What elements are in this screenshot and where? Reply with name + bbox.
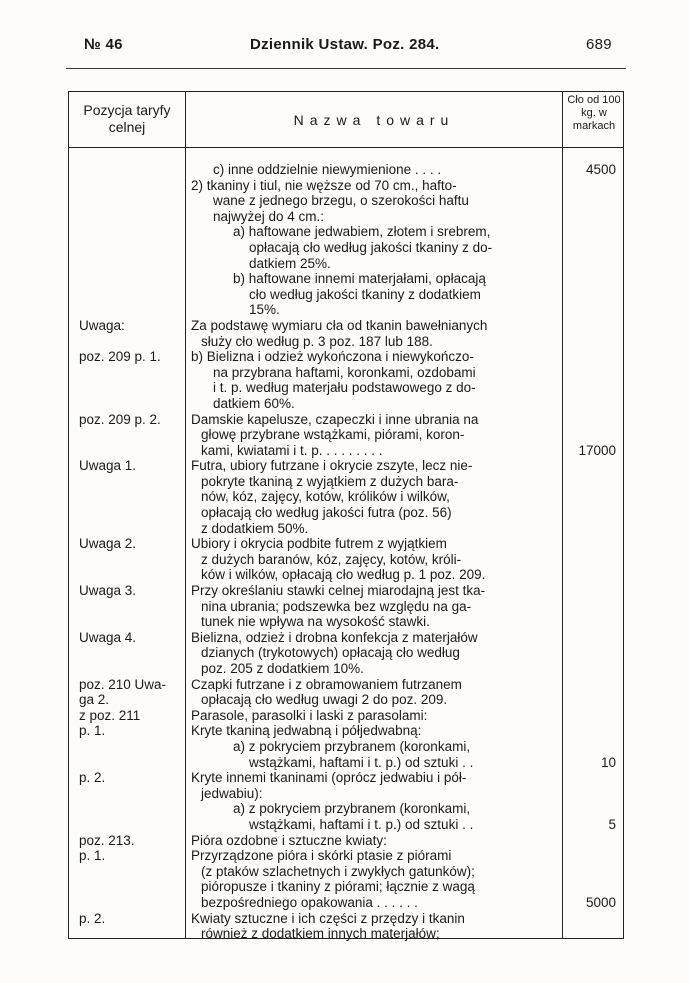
table-row <box>69 848 625 864</box>
goods-name-cell: (z ptaków szlachetnych i zwykłych gatunków); <box>201 863 475 879</box>
table-body <box>69 162 625 942</box>
table-row <box>69 833 625 849</box>
table-row <box>69 677 625 693</box>
tariff-position-cell: poz. 209 p. 1. <box>79 349 161 365</box>
table-row <box>69 334 625 350</box>
goods-name-cell: nina ubrania; podszewka bez względu na ga- <box>201 598 472 614</box>
table-row <box>69 178 625 194</box>
goods-name-cell: wstążkami, haftami i t. p.) od sztuki . . <box>249 816 474 832</box>
table-row <box>69 739 625 755</box>
table-row <box>69 349 625 365</box>
table-row <box>69 302 625 318</box>
table-row <box>69 536 625 552</box>
header-rule <box>66 68 626 69</box>
goods-name-cell: i t. p. według materjału podstawowego z do- <box>213 380 476 396</box>
goods-name-cell: Za podstawę wymiaru cła od tkanin bawełnianych <box>191 317 488 333</box>
table-row <box>69 770 625 786</box>
goods-name-cell: tunek nie wpływa na wysokość stawki. <box>201 614 430 630</box>
goods-name-cell: dzianych (trykotowych) opłacają cło według <box>201 645 460 661</box>
goods-name-cell: Ubiory i okrycia podbite futrem z wyjątkiem <box>191 536 447 552</box>
table-row <box>69 443 625 459</box>
goods-name-cell: pokryte tkaniną z wyjątkiem z dużych bara- <box>201 473 459 489</box>
goods-name-cell: a) z pokryciem przybranem (koronkami, <box>233 738 471 754</box>
table-row <box>69 692 625 708</box>
table-row <box>69 256 625 272</box>
goods-name-cell: 15%. <box>249 302 280 318</box>
table-row <box>69 521 625 537</box>
goods-name-cell: Przyrządzone pióra i skórki ptasie z piórami <box>191 848 452 864</box>
table-row <box>69 162 625 178</box>
goods-name-cell: pióropusze i tkaniny z piórami; łącznie z wagą <box>201 879 475 895</box>
tariff-position-cell: z poz. 211 <box>79 707 141 723</box>
issue-number: № 46 <box>84 36 123 53</box>
table-row <box>69 817 625 833</box>
header-divider <box>69 147 623 148</box>
goods-name-cell: bezpośredniego opakowania . . . . . . <box>201 894 418 910</box>
table-row <box>69 287 625 303</box>
goods-name-cell: jedwabiu): <box>201 785 263 801</box>
goods-name-cell: b) Bielizna i odzież wykończona i niewykończo- <box>191 349 474 365</box>
table-row <box>69 489 625 505</box>
goods-name-cell: wane z jednego brzegu, o szerokości haftu <box>213 193 469 209</box>
goods-name-cell: Kryte innemi tkaninami (oprócz jedwabiu i pół- <box>191 770 467 786</box>
table-row <box>69 911 625 927</box>
table-row <box>69 599 625 615</box>
table-row <box>69 224 625 240</box>
goods-name-cell: służy cło według p. 3 poz. 187 lub 188. <box>201 333 433 349</box>
column-header-duty: Cło od 100 kg. w markach <box>567 94 621 132</box>
goods-name-cell: Futra, ubiory futrzane i okrycie zszyte, lecz nie- <box>191 458 473 474</box>
tariff-position-cell: p. 2. <box>79 910 106 926</box>
goods-name-cell: wstążkami, haftami i t. p.) od sztuki . . <box>249 754 474 770</box>
table-row <box>69 630 625 646</box>
page-number: 689 <box>586 36 612 53</box>
goods-name-cell: opłacają cło według jakości futra (poz. 56) <box>201 505 452 521</box>
goods-name-cell: datkiem 25%. <box>249 255 331 271</box>
table-row <box>69 645 625 661</box>
duty-cell: 4500 <box>585 162 616 177</box>
goods-name-cell: ków i wilków, opłacają cło według p. 1 poz. 209. <box>201 567 486 583</box>
goods-name-cell: cło według jakości tkaniny z dodatkiem <box>249 286 481 302</box>
goods-name-cell: Kryte tkaniną jedwabną i półjedwabną: <box>191 723 422 739</box>
table-row <box>69 801 625 817</box>
goods-name-cell: kami, kwiatami i t. p. . . . . . . . . <box>201 442 383 458</box>
table-row <box>69 552 625 568</box>
goods-name-cell: z dodatkiem 50%. <box>201 520 309 536</box>
table-row <box>69 879 625 895</box>
goods-name-cell: Bielizna, odzież i drobna konfekcja z materjałów <box>191 629 478 645</box>
goods-name-cell: najwyżej do 4 cm.: <box>213 208 325 224</box>
table-row <box>69 193 625 209</box>
table-row <box>69 661 625 677</box>
table-row <box>69 271 625 287</box>
table-row <box>69 427 625 443</box>
tariff-position-cell: poz. 213. <box>79 832 135 848</box>
table-row <box>69 708 625 724</box>
table-row <box>69 365 625 381</box>
tariff-position-cell: Uwaga: <box>79 317 125 333</box>
tariff-position-cell: Uwaga 3. <box>79 583 137 599</box>
goods-name-cell: opłacają cło według uwagi 2 do poz. 209. <box>201 692 448 708</box>
table-row <box>69 505 625 521</box>
tariff-position-cell: p. 1. <box>79 848 106 864</box>
goods-name-cell: na przybrana haftami, koronkami, ozdobami <box>213 364 476 380</box>
goods-name-cell: z dużych baranów, kóz, zajęcy, kotów, króli- <box>201 551 462 567</box>
column-header-tariff-position: Pozycja taryfy celnej <box>83 102 171 135</box>
duty-cell: 10 <box>600 754 616 770</box>
tariff-position-cell: poz. 209 p. 2. <box>79 411 161 427</box>
goods-name-cell: nów, kóz, zajęcy, kotów, królików i wilków, <box>201 489 450 505</box>
table-row <box>69 396 625 412</box>
table-row <box>69 895 625 911</box>
tariff-position-cell: ga 2. <box>79 692 110 708</box>
journal-title: Dziennik Ustaw. Poz. 284. <box>250 36 440 53</box>
table-row <box>69 458 625 474</box>
table-row <box>69 240 625 256</box>
tariff-position-cell: p. 2. <box>79 770 106 786</box>
goods-name-cell: Damskie kapelusze, czapeczki i inne ubrania na <box>191 411 479 427</box>
table-row <box>69 412 625 428</box>
goods-name-cell: a) haftowane jedwabiem, złotem i srebrem, <box>233 224 491 240</box>
table-row <box>69 567 625 583</box>
goods-name-cell: Kwiaty sztuczne i ich części z przędzy i tkanin <box>191 910 465 926</box>
tariff-position-cell: Uwaga 4. <box>79 629 137 645</box>
goods-name-cell: poz. 205 z dodatkiem 10%. <box>201 661 364 676</box>
goods-name-cell: Pióra ozdobne i sztuczne kwiaty: <box>191 832 387 848</box>
table-row <box>69 209 625 225</box>
tariff-position-cell: Uwaga 2. <box>79 536 137 552</box>
table-row <box>69 864 625 880</box>
table-row <box>69 583 625 599</box>
goods-name-cell: opłacają cło według jakości tkaniny z do- <box>249 239 493 255</box>
table-row <box>69 318 625 334</box>
table-row <box>69 474 625 490</box>
column-header-goods-name: Nazwa towaru <box>293 112 455 128</box>
goods-name-cell: głowę przybrane wstążkami, piórami, koron- <box>201 427 465 443</box>
table-row <box>69 755 625 771</box>
tariff-table <box>68 91 624 942</box>
table-row <box>69 926 625 942</box>
tariff-position-cell: poz. 210 Uwa- <box>79 676 167 692</box>
table-row <box>69 380 625 396</box>
table-row <box>69 723 625 739</box>
goods-name-cell: Czapki futrzane i z obramowaniem futrzanem <box>191 676 462 692</box>
goods-name-cell: 2) tkaniny i tiul, nie węższe od 70 cm., hafto- <box>191 177 457 193</box>
goods-name-cell: również z dodatkiem innych materjałów; <box>201 926 440 942</box>
tariff-position-cell: p. 1. <box>79 723 106 739</box>
duty-cell: 5 <box>608 816 616 832</box>
goods-name-cell: c) inne oddzielnie niewymienione . . . . <box>213 162 442 177</box>
goods-name-cell: datkiem 60%. <box>213 395 295 411</box>
goods-name-cell: a) z pokryciem przybranem (koronkami, <box>233 801 471 817</box>
table-row <box>69 614 625 630</box>
goods-name-cell: Przy określaniu stawki celnej miarodajną jest tka- <box>191 583 486 599</box>
goods-name-cell: Parasole, parasolki i laski z parasolami: <box>191 707 428 723</box>
tariff-position-cell: Uwaga 1. <box>79 458 137 474</box>
table-row <box>69 786 625 802</box>
duty-cell: 5000 <box>585 894 616 910</box>
duty-cell: 17000 <box>578 442 616 458</box>
goods-name-cell: b) haftowane innemi materjałami, opłacają <box>233 271 486 287</box>
